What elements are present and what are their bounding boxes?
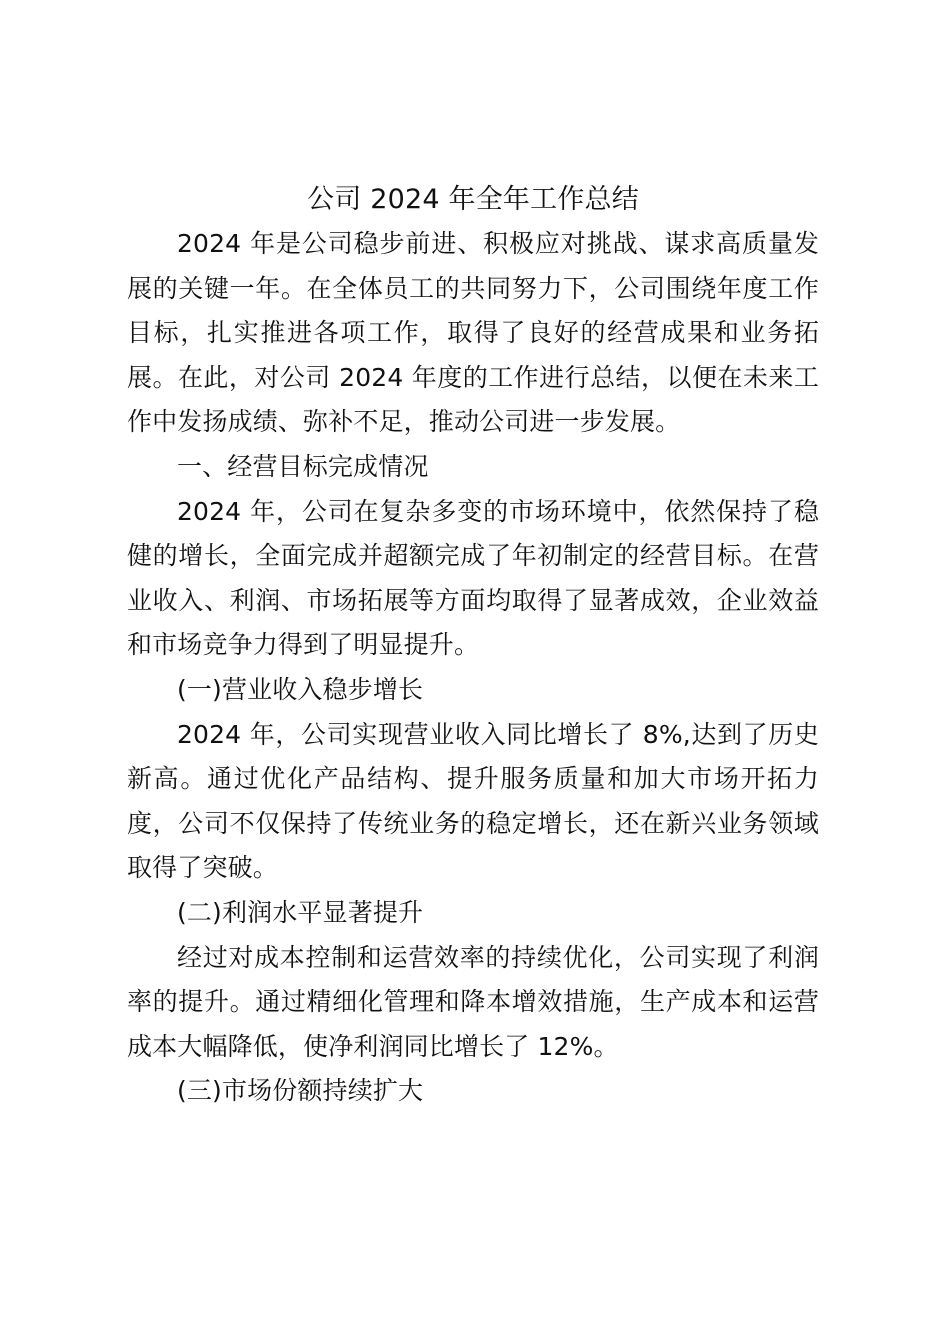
intro-paragraph: 2024 年是公司稳步前进、积极应对挑战、谋求高质量发展的关键一年。在全体员工的共同努力下，公司围绕年度工作目标，扎实推进各项工作，取得了良好的经营成果和业务拓展。在此，对公司 2024 年度的工作进行总结，以便在未来工作中发扬成绩、弥补不足，推动公司进一步发展。 [127, 229, 819, 437]
document-title: 公司 2024 年全年工作总结 [307, 184, 639, 215]
revenue-paragraph: 2024 年，公司实现营业收入同比增长了 8%,达到了历史新高。通过优化产品结构、提升服务质量和加大市场开拓力度，公司不仅保持了传统业务的稳定增长，还在新兴业务领域取得了突破。 [127, 719, 819, 883]
section-heading-business-goals: 一、经营目标完成情况 [177, 451, 429, 481]
subheading-market-share: (三)市场份额持续扩大 [177, 1076, 424, 1106]
subheading-profit: (二)利润水平显著提升 [177, 897, 424, 927]
subheading-revenue: (一)营业收入稳步增长 [177, 674, 424, 704]
business-goals-paragraph: 2024 年，公司在复杂多变的市场环境中，依然保持了稳健的增长，全面完成并超额完成了年初制定的经营目标。在营业收入、利润、市场拓展等方面均取得了显著成效，企业效益和市场竞争力得到了明显提升。 [127, 496, 819, 660]
profit-paragraph: 经过对成本控制和运营效率的持续优化，公司实现了利润率的提升。通过精细化管理和降本增效措施，生产成本和运营成本大幅降低，使净利润同比增长了 12%。 [127, 942, 819, 1061]
document-body [127, 178, 819, 1114]
